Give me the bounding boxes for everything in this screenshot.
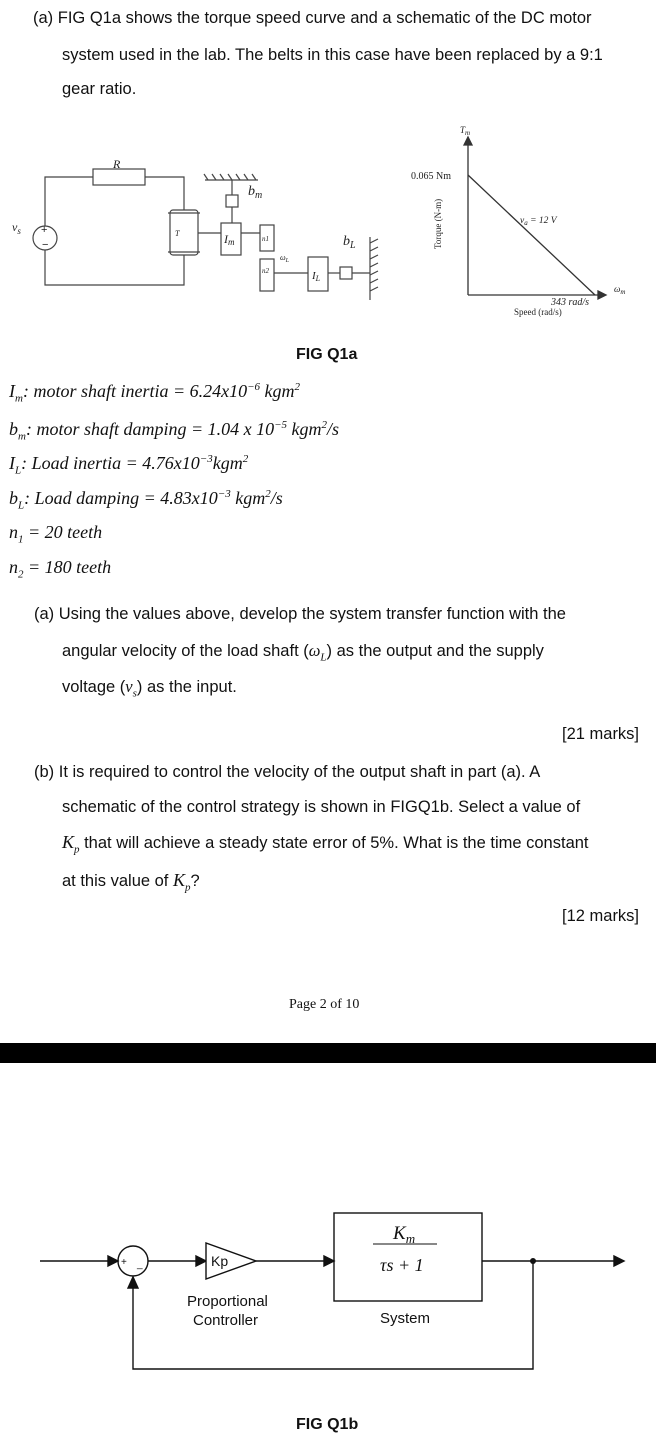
qa-line-1: (a) Using the values above, develop the system transfer function with the [34, 605, 566, 623]
fig-q1b-diagram [0, 1063, 656, 1439]
fig-q1b-caption: FIG Q1b [296, 1416, 359, 1433]
motor-damper [226, 195, 238, 207]
system-label: System [380, 1310, 431, 1327]
qa-marks: [21 marks] [562, 725, 640, 743]
page-divider [0, 1043, 656, 1063]
source-minus: − [42, 239, 49, 251]
control-arrow-icon [324, 1256, 334, 1266]
qb-marks: [12 marks] [562, 907, 640, 925]
tm-wm-label: T [175, 229, 180, 238]
graph-torque-value: 0.065 Nm [411, 171, 451, 182]
resistor [93, 169, 145, 185]
page-footer: Page 2 of 10 [289, 997, 360, 1012]
graph-x-label: Speed (rad/s) [514, 307, 562, 317]
gain-label: Kp [211, 1253, 229, 1269]
il-label: IL [312, 270, 321, 283]
error-arrow-icon [196, 1256, 206, 1266]
graph-tm-label: $T_m$ [460, 125, 471, 137]
qb-line-1: (b) It is required to control the velocity of the output shaft in part (a). A [34, 763, 541, 781]
n2-label: n2 [262, 267, 269, 275]
qb-line-4: at this value of $K_p$? [62, 870, 200, 894]
vs-label: $v_s$ [12, 220, 21, 236]
graph-va-label: $v_a = 12$ V [520, 216, 557, 227]
qa-line-2: angular velocity of the load shaft $(\omega_L)$ as the output and the supply [62, 641, 544, 664]
bl-label: $b_L$ [343, 234, 356, 251]
qb-line-2: schematic of the control strategy is shown in FIGQ1b. Select a value of [62, 798, 581, 816]
param-n2: $n_2 = 180$ teeth [9, 557, 112, 581]
graph-y-label: Torque (N-m) [433, 198, 443, 249]
tf-denominator: τs + 1 [380, 1255, 424, 1275]
sum-plus: + [121, 1257, 127, 1268]
input-arrow-icon [108, 1256, 118, 1266]
bm-label: $b_m$ [248, 184, 263, 201]
param-n1: $n_1 = 20$ teeth [9, 522, 103, 546]
intro-line-1: (a) FIG Q1a shows the torque speed curve and a schematic of the DC motor [33, 9, 592, 27]
load-damper [340, 267, 352, 279]
feedback-arrow-icon [128, 1277, 138, 1288]
graph-speed-value: 343 rad/s [551, 297, 590, 308]
param-motor-damping: $b_m$: motor shaft damping = 1.04 x $10^{-5}$ kgm$^2$/s [9, 419, 340, 443]
graph-wm-label: $\omega_m$ [614, 284, 626, 296]
takeoff-point [530, 1258, 536, 1264]
controller-label-2: Controller [193, 1312, 259, 1329]
y-axis-arrow-icon [464, 137, 472, 145]
output-arrow-icon [614, 1256, 624, 1266]
controller-label-1: Proportional [187, 1293, 268, 1310]
sum-minus: _ [137, 1259, 143, 1270]
x-axis-arrow-icon [598, 291, 606, 299]
torque-speed-line [468, 175, 595, 295]
param-motor-inertia: $I_m$: motor shaft inertia = $6.24x10^{-6}$ kgm$^2$ [9, 381, 301, 405]
param-load-inertia: $I_L$: Load inertia = $4.76x10^{-3}kgm^2$ [9, 453, 249, 477]
source-plus: + [41, 224, 48, 236]
qb-line-3: $K_p$ that will achieve a steady state error of 5%. What is the time constant [62, 832, 589, 856]
n1-label: n1 [262, 235, 269, 243]
wl-label: $\omega_L$ [280, 253, 289, 264]
im-label: Im [224, 232, 235, 247]
intro-line-2: system used in the lab. The belts in this case have been replaced by a 9:1 [62, 46, 603, 64]
fig-q1a-diagram [0, 115, 656, 325]
tf-numerator: $K_m$ [393, 1223, 416, 1246]
qa-line-3: voltage $(v_s)$ as the input. [62, 677, 237, 700]
resistor-label: R [113, 157, 121, 171]
motor-circuit [33, 169, 378, 300]
fig-q1a-caption: FIG Q1a [296, 346, 358, 363]
intro-line-3: gear ratio. [62, 80, 137, 98]
gear-n2 [260, 259, 274, 291]
param-load-damping: $b_L$: Load damping = $4.83x10^{-3}$ kgm$^2$/s [9, 488, 283, 512]
